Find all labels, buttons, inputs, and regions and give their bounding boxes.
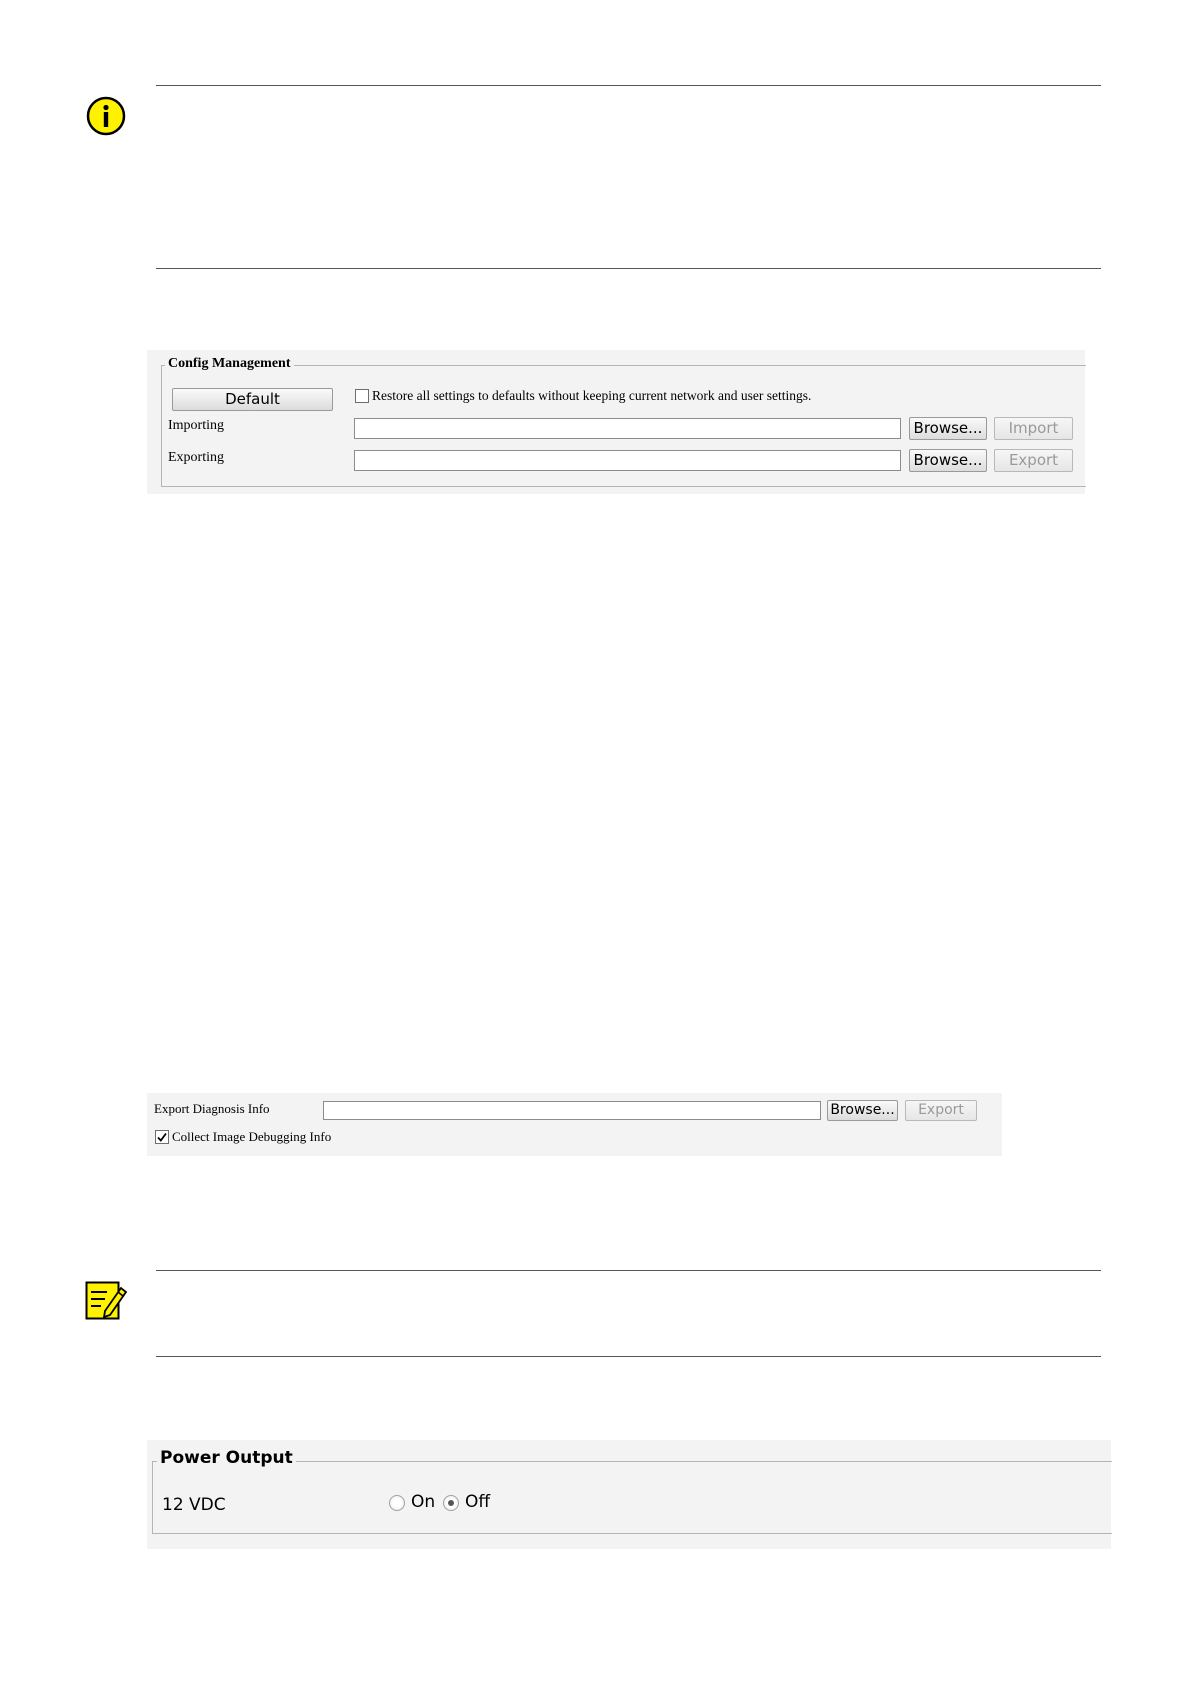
exporting-label: Exporting	[168, 450, 224, 465]
collect-debugging-checkbox[interactable]	[155, 1130, 169, 1144]
exporting-path-input[interactable]	[354, 450, 901, 471]
power-on-label: On	[411, 1492, 436, 1512]
power-output-panel	[147, 1440, 1111, 1549]
export-diagnosis-label: Export Diagnosis Info	[154, 1101, 270, 1116]
config-management-panel	[147, 350, 1085, 494]
export-browse-button[interactable]: Browse...	[909, 449, 987, 472]
import-button[interactable]: Import	[994, 417, 1073, 440]
importing-path-input[interactable]	[354, 418, 901, 439]
caution-bottom-rule	[156, 268, 1101, 269]
power-off-label: Off	[465, 1492, 491, 1512]
export-config-button[interactable]: Export	[994, 449, 1073, 472]
power-on-radio[interactable]	[389, 1495, 405, 1511]
note-bottom-rule	[156, 1356, 1101, 1357]
restore-defaults-label: Restore all settings to defaults without keeping current network and user settings.	[372, 388, 812, 403]
power-output-fieldset	[152, 1461, 1112, 1534]
vdc-label: 12 VDC	[162, 1495, 226, 1515]
selected-dot	[448, 1500, 454, 1506]
collect-debugging-label: Collect Image Debugging Info	[172, 1129, 332, 1144]
import-browse-button[interactable]: Browse...	[909, 417, 987, 440]
config-management-title: Config Management	[165, 356, 294, 372]
diagnosis-path-input[interactable]	[323, 1101, 821, 1120]
power-output-title: Power Output	[157, 1448, 296, 1468]
note-pencil-icon	[85, 1281, 129, 1321]
default-button[interactable]: Default	[172, 388, 333, 411]
diagnosis-export-button[interactable]: Export	[905, 1100, 977, 1121]
diagnosis-browse-button[interactable]: Browse...	[827, 1100, 898, 1121]
checkmark-icon	[156, 1131, 168, 1143]
importing-label: Importing	[168, 418, 224, 433]
info-circle-icon	[85, 95, 127, 137]
restore-defaults-checkbox[interactable]	[355, 389, 369, 403]
caution-top-rule	[156, 85, 1101, 86]
power-off-radio[interactable]	[443, 1495, 459, 1511]
note-top-rule	[156, 1270, 1101, 1271]
diagnosis-panel	[147, 1093, 1002, 1156]
